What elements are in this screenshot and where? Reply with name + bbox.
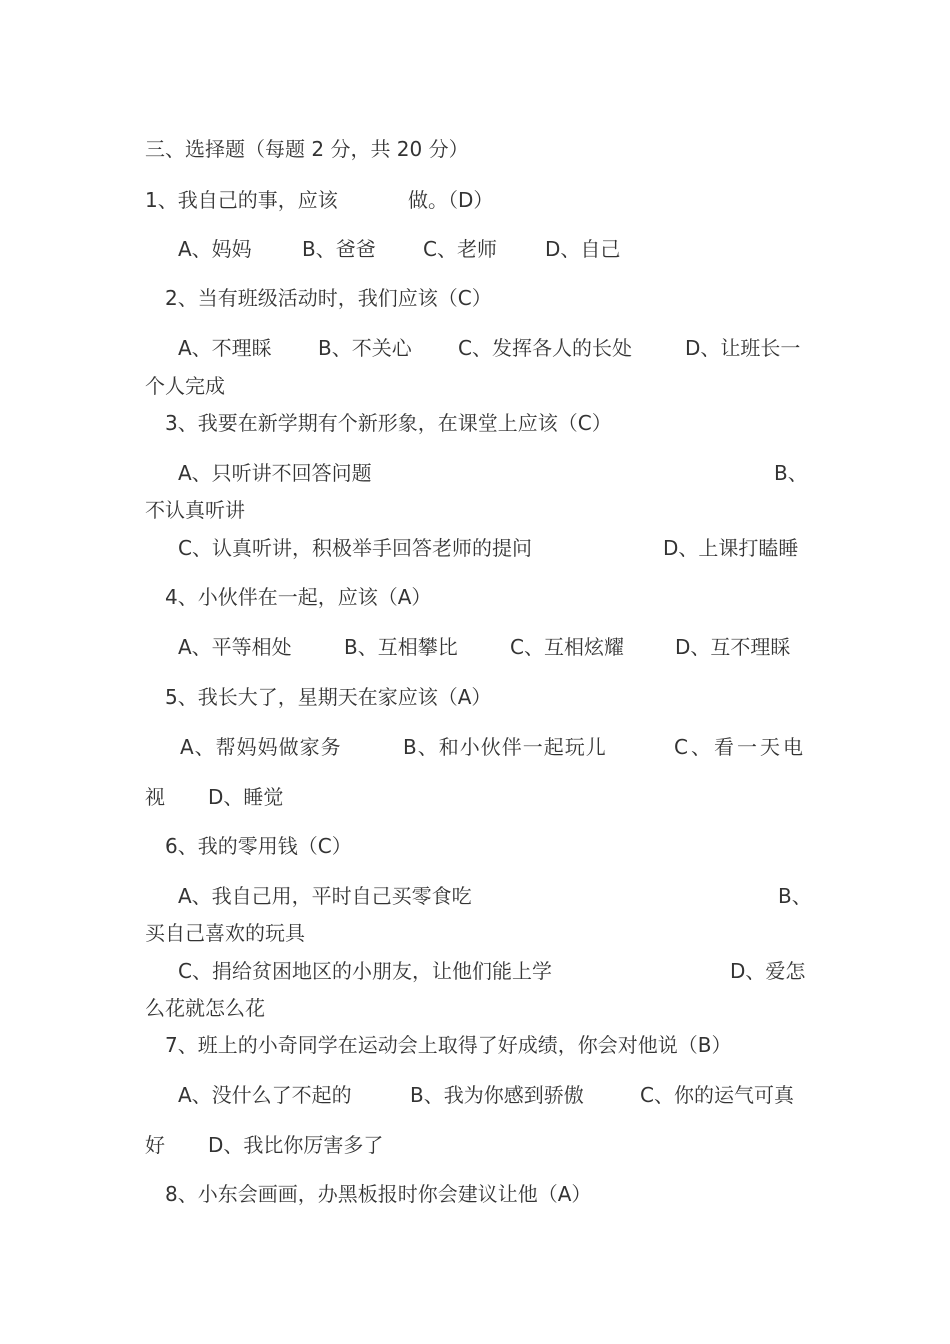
- question-3-option-d: D、上课打瞌睡: [663, 536, 799, 560]
- question-2-option-a: A、不理睬: [178, 336, 272, 360]
- question-4-option-a: A、平等相处: [178, 635, 292, 659]
- question-6-option-d: D、爱怎: [730, 959, 806, 983]
- question-4-option-d: D、互不理睬: [675, 635, 791, 659]
- question-5-option-a: A、帮妈妈做家务: [180, 735, 342, 759]
- question-6-option-wrap: 买自己喜欢的玩具: [145, 921, 305, 945]
- question-2-stem: 2、当有班级活动时，我们应该（C）: [165, 286, 492, 310]
- question-5-option-wrap: 视: [145, 785, 165, 809]
- question-1-option-b: B、爸爸: [302, 237, 376, 261]
- question-7-stem: 7、班上的小奇同学在运动会上取得了好成绩，你会对他说（B）: [165, 1033, 732, 1057]
- question-4-option-b: B、互相攀比: [344, 635, 458, 659]
- question-1-stem: 1、我自己的事，应该: [145, 188, 338, 212]
- question-5-option-c: C、看一天电: [674, 735, 806, 759]
- question-1-option-c: C、老师: [423, 237, 497, 261]
- question-7-option-a: A、没什么了不起的: [178, 1083, 352, 1107]
- question-3-option-b: B、: [774, 461, 808, 485]
- question-3-option-wrap: 不认真听讲: [145, 498, 245, 522]
- question-8-stem: 8、小东会画画，办黑板报时你会建议让他（A）: [165, 1182, 592, 1206]
- question-6-option-c: C、捐给贫困地区的小朋友，让他们能上学: [178, 959, 552, 983]
- question-1-option-d: D、自己: [545, 237, 621, 261]
- question-6-option-a: A、我自己用，平时自己买零食吃: [178, 884, 472, 908]
- section-title: 三、选择题（每题 2 分，共 20 分）: [145, 137, 469, 161]
- question-6-stem: 6、我的零用钱（C）: [165, 834, 352, 858]
- question-1-stem-tail: 做。（D）: [408, 188, 494, 212]
- question-7-option-wrap: 好: [145, 1133, 165, 1157]
- question-6-option-wrap-2: 么花就怎么花: [145, 996, 265, 1020]
- question-7-option-c: C、你的运气可真: [640, 1083, 794, 1107]
- question-2-option-wrap: 个人完成: [145, 374, 225, 398]
- question-7-option-b: B、我为你感到骄傲: [410, 1083, 584, 1107]
- question-2-option-d: D、让班长一: [685, 336, 801, 360]
- question-2-option-c: C、发挥各人的长处: [458, 336, 632, 360]
- question-1-option-a: A、妈妈: [178, 237, 252, 261]
- question-7-option-d: D、我比你厉害多了: [208, 1133, 384, 1157]
- question-5-option-d: D、睡觉: [208, 785, 284, 809]
- question-2-option-b: B、不关心: [318, 336, 412, 360]
- question-3-option-a: A、只听讲不回答问题: [178, 461, 372, 485]
- question-5-stem: 5、我长大了，星期天在家应该（A）: [165, 685, 492, 709]
- question-3-option-c: C、认真听讲，积极举手回答老师的提问: [178, 536, 532, 560]
- question-4-option-c: C、互相炫耀: [510, 635, 624, 659]
- question-5-option-b: B、和小伙伴一起玩儿: [403, 735, 607, 759]
- question-3-stem: 3、我要在新学期有个新形象，在课堂上应该（C）: [165, 411, 612, 435]
- question-4-stem: 4、小伙伴在一起，应该（A）: [165, 585, 432, 609]
- question-6-option-b: B、: [778, 884, 812, 908]
